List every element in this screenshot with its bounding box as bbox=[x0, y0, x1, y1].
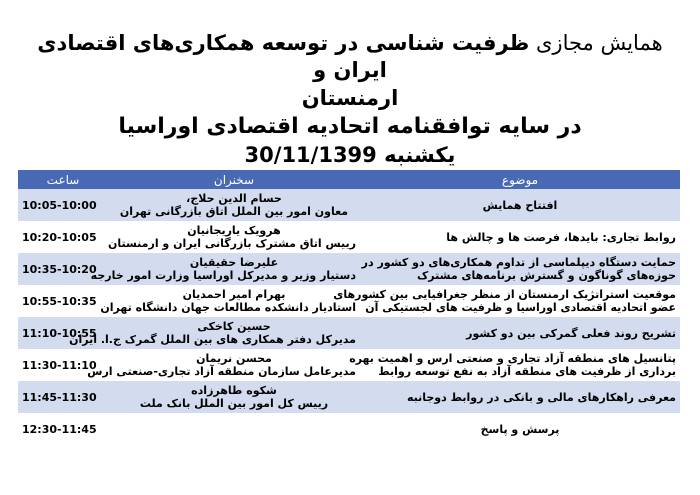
row-topic bbox=[333, 285, 680, 317]
topic-line: برداری از ظرفیت های منطقه آزاد به نفع توسعه روابط bbox=[378, 365, 676, 378]
header-speaker: سخنران bbox=[108, 170, 360, 189]
row-topic bbox=[360, 189, 680, 221]
row-topic bbox=[360, 413, 680, 445]
schedule-row bbox=[18, 189, 680, 221]
speaker-role: مدیرکل دفتر همکاری های بین الملل گمرک ج.ا. ایران bbox=[69, 333, 356, 346]
row-topic bbox=[360, 381, 680, 413]
schedule-header-row bbox=[18, 170, 680, 189]
speaker-role: مدیرعامل سازمان منطقه آزاد تجاری-صنعتی ارس bbox=[87, 365, 356, 378]
row-speaker bbox=[108, 381, 360, 413]
row-time: 11:45-11:30 bbox=[18, 381, 108, 413]
topic-line: پتانسیل های منطقه آزاد تجاری و صنعتی ارس و اهمیت بهره bbox=[349, 352, 676, 365]
row-topic bbox=[349, 349, 680, 381]
topic-line: عضو اتحادیه اقتصادی اوراسیا و ظرفیت های لجستیکی آن bbox=[365, 301, 676, 314]
event-date: یکشنبه 30/11/1399 bbox=[244, 143, 456, 167]
speaker-role: دستیار وزیر و مدیرکل اوراسیا وزارت امور خارجه bbox=[90, 269, 356, 282]
speaker-name: شکوه طاهرزاده bbox=[191, 384, 277, 397]
speaker-name: حسین کاخکی bbox=[197, 320, 271, 333]
topic-line: معرفی راهکارهای مالی و بانکی در روابط دوجانبه bbox=[406, 390, 676, 404]
speaker-role: معاون امور بین الملل اتاق بازرگانی تهران bbox=[119, 205, 349, 218]
row-speaker bbox=[108, 221, 360, 253]
row-speaker bbox=[87, 349, 360, 381]
event-title-prefix: همایش مجازی bbox=[529, 31, 663, 55]
row-time: 10:35-10:20 bbox=[18, 253, 108, 285]
schedule-body bbox=[18, 189, 680, 445]
topic-line: حوزه‌های گوناگون و گسترش برنامه‌های مشترک bbox=[417, 269, 676, 282]
row-time: 10:20-10:05 bbox=[18, 221, 108, 253]
header-time: ساعت bbox=[18, 170, 108, 189]
row-speaker bbox=[69, 317, 360, 349]
event-heading bbox=[0, 30, 700, 169]
event-subtitle: در سایه توافقنامه اتحادیه اقتصادی اوراسیا bbox=[118, 114, 582, 139]
topic-line: موقعیت استراتژیک ارمنستان از منظر جغرافیایی بین کشورهای bbox=[333, 288, 676, 301]
schedule-row bbox=[18, 285, 680, 317]
schedule-row bbox=[18, 221, 680, 253]
row-speaker bbox=[90, 253, 360, 285]
row-topic bbox=[360, 317, 680, 349]
schedule-row bbox=[18, 413, 680, 445]
schedule-row bbox=[18, 381, 680, 413]
row-time: 12:30-11:45 bbox=[18, 413, 108, 445]
speaker-role: استادیار دانشکده مطالعات جهان دانشگاه تهران bbox=[100, 301, 356, 314]
event-title-main: ظرفیت شناسی در توسعه همکاری‌های اقتصادی ایران و bbox=[37, 31, 530, 82]
speaker-role: رییس اتاق مشترک بازرگانی ایران و ارمنستان bbox=[107, 237, 356, 250]
row-speaker bbox=[100, 285, 360, 317]
topic-line: روابط تجاری: بایدها، فرصت ها و چالش ها bbox=[446, 230, 676, 244]
topic-line: تشریح روند فعلی گمرکی بین دو کشور bbox=[466, 326, 676, 340]
speaker-role: رییس کل امور بین الملل بانک ملت bbox=[139, 397, 329, 410]
row-topic bbox=[360, 253, 680, 285]
row-speaker bbox=[108, 189, 360, 221]
event-title-continued: ارمنستان bbox=[301, 86, 399, 110]
schedule-row bbox=[18, 317, 680, 349]
event-title bbox=[0, 30, 700, 84]
topic-line: افتتاح همایش bbox=[482, 198, 558, 212]
topic-line: حمایت دستگاه دیپلماسی از تداوم همکاری‌های دو کشور در bbox=[361, 256, 676, 269]
row-time: 11:30-11:10 bbox=[18, 349, 108, 381]
header-topic: موضوع bbox=[360, 170, 680, 189]
speaker-name: محسن نریمان bbox=[196, 352, 272, 365]
schedule-table bbox=[18, 170, 680, 445]
row-topic bbox=[360, 221, 680, 253]
speaker-name: علیرضا حقیقیان bbox=[189, 256, 279, 269]
schedule-row bbox=[18, 253, 680, 285]
speaker-name: حسام الدین حلاج، bbox=[186, 192, 282, 205]
schedule-row bbox=[18, 349, 680, 381]
speaker-name: هرویک یاریجانیان bbox=[187, 224, 281, 237]
row-speaker bbox=[108, 413, 360, 445]
topic-line: پرسش و پاسخ bbox=[480, 422, 560, 436]
row-time: 10:55-10:35 bbox=[18, 285, 108, 317]
row-time: 10:05-10:00 bbox=[18, 189, 108, 221]
speaker-name: بهرام امیر احمدیان bbox=[182, 288, 286, 301]
row-time: 11:10-10:55 bbox=[18, 317, 108, 349]
